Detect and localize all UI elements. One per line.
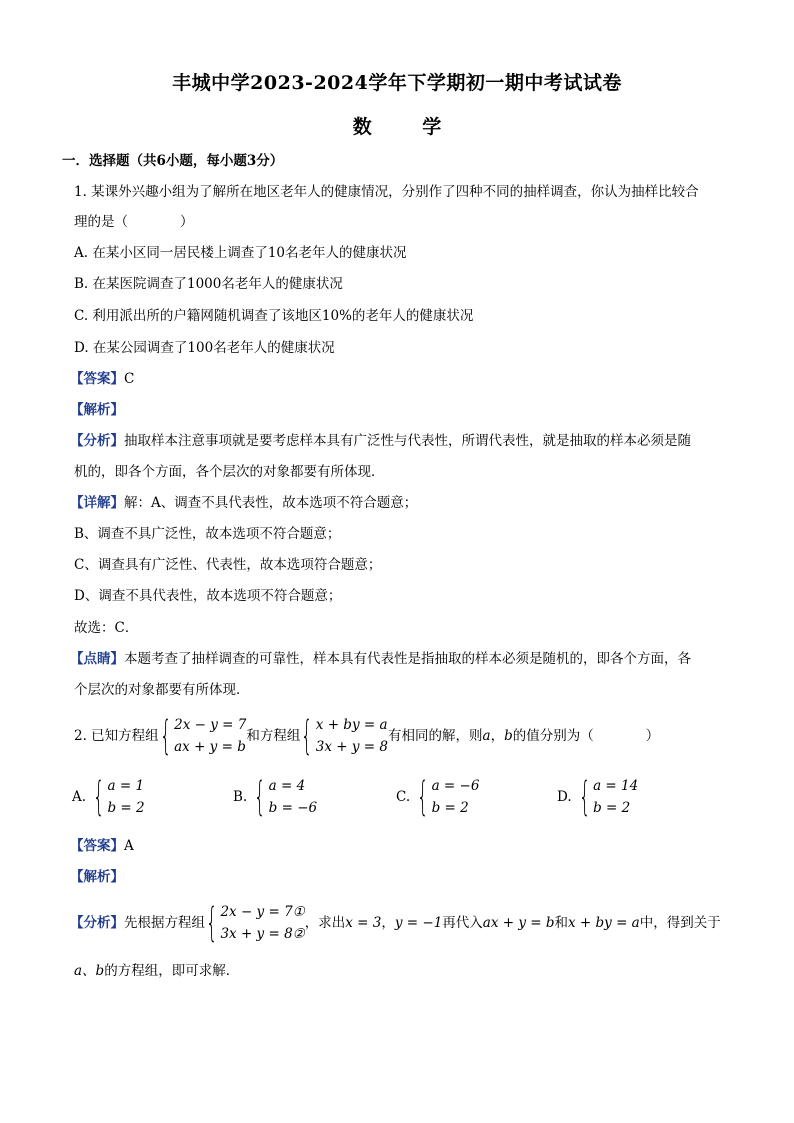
fenxi-x: x = 3 — [345, 915, 382, 931]
detail-tag: 【详解】 — [70, 495, 124, 511]
q2-suffix-c: ） — [645, 728, 660, 744]
fenxi-text-c: ， — [381, 915, 395, 931]
q2-sys2-eq1: x + by = a — [315, 717, 388, 733]
left-brace: { — [205, 900, 218, 946]
fenxi-text-e: 和 — [554, 915, 569, 931]
option-eq2: b = 2 — [593, 800, 631, 816]
q2-option-a — [72, 775, 145, 819]
q1-dianjing-line2: 个层次的对象都要有所体现． — [74, 682, 250, 698]
q1-detail-line4: D、调查不具代表性，故本选项不符合题意； — [74, 588, 342, 604]
fenxi-text-f: 中，得到关于 — [639, 915, 721, 931]
q2-prefix: 2. 已知方程组 — [74, 728, 159, 744]
q1-stem-text: 理的是（ — [74, 214, 128, 230]
q1-detail-line2: B、调查不具广泛性，故本选项不符合题意； — [74, 526, 341, 542]
fenxi-vars: a、b — [74, 963, 105, 979]
q2-option-c — [396, 775, 479, 819]
dianjing-text: 本题考查了抽样调查的可靠性，样本具有代表性是指抽取的样本必须是随机的，即各个方面，各 — [124, 651, 691, 667]
subject-title: 数 学 — [352, 116, 464, 138]
option-eq2: b = 2 — [107, 800, 145, 816]
fenxi-text-a: 先根据方程组 — [124, 915, 205, 931]
option-eq2: b = 2 — [431, 800, 469, 816]
answer-value: A — [124, 838, 134, 854]
left-brace: { — [254, 774, 266, 820]
fenxi-tag: 【分析】 — [70, 915, 124, 931]
q2-fenxi-line2 — [74, 962, 239, 980]
q2-mid: 和方程组 — [246, 728, 301, 744]
option-eq1: a = −6 — [431, 778, 480, 794]
q2-var-b: b — [504, 728, 513, 744]
q1-option-c: C. 利用派出所的户籍网随机调查了该地区10%的老年人的健康状况 — [74, 308, 474, 324]
q1-detail-line1 — [70, 494, 417, 512]
q2-system-2 — [300, 714, 388, 758]
section-heading: 一．选择题（共6小题，每小题3分） — [62, 153, 284, 169]
option-eq1: a = 1 — [107, 778, 145, 794]
q1-stem-line1: 1. 某课外兴趣小组为了解所在地区老年人的健康情况，分别作了四种不同的抽样调查，你认为抽样比较合 — [74, 184, 699, 200]
option-eq1: a = 4 — [268, 778, 306, 794]
option-label: C. — [396, 789, 411, 805]
q2-suffix-a: 有相同的解，则 — [388, 728, 483, 744]
detail-text: 解：A、调查不具代表性，故本选项不符合题意； — [124, 495, 418, 511]
fenxi-eq1: 2x − y = 7① — [220, 904, 305, 920]
fenxi-eq-b: x + by = a — [568, 915, 640, 931]
q1-detail-line3: C、调查具有广泛性、代表性，故本选项符合题意； — [74, 557, 382, 573]
fenxi-line2-text: 的方程组，即可求解． — [104, 963, 240, 979]
answer-tag: 【答案】 — [70, 371, 124, 387]
q2-sys2-eq2: 3x + y = 8 — [315, 739, 389, 755]
q1-stem-close: ） — [180, 214, 194, 230]
q1-fenxi-line2: 机的，即各个方面，各个层次的对象都要有所体现． — [74, 464, 385, 480]
fenxi-text: 抽取样本注意事项就是要考虑样本具有广泛性与代表性，所谓代表性，就是抽取的样本必须是随 — [124, 433, 691, 449]
fenxi-eq-a: ax + y = b — [482, 915, 555, 931]
option-eq1: a = 14 — [593, 778, 639, 794]
option-label: B. — [233, 789, 248, 805]
q2-fenxi-line1 — [70, 898, 721, 948]
answer-tag: 【答案】 — [70, 838, 124, 854]
q1-option-d: D. 在某公园调查了100名老年人的健康状况 — [74, 340, 335, 356]
q2-answer — [70, 837, 134, 855]
left-brace: { — [578, 774, 591, 820]
q1-stem-line2 — [74, 213, 194, 231]
q2-sys1-eq1: 2x − y = 7 — [174, 717, 247, 733]
q2-option-b — [233, 775, 317, 819]
q1-fenxi-line1 — [70, 432, 691, 450]
q2-stem — [74, 712, 659, 760]
q2-sys1-eq2: ax + y = b — [174, 739, 246, 755]
fenxi-text-b: ，求出 — [304, 915, 346, 931]
q1-option-a: A. 在某小区同一居民楼上调查了10名老年人的健康状况 — [74, 245, 407, 261]
option-label: A. — [72, 789, 87, 805]
dianjing-tag: 【点睛】 — [70, 651, 124, 667]
answer-value: C — [124, 371, 135, 387]
left-brace: { — [417, 774, 429, 820]
fenxi-system — [205, 901, 305, 945]
q1-detail-line5: 故选：C． — [74, 620, 139, 636]
q2-system-1 — [159, 714, 247, 758]
fenxi-eq2: 3x + y = 8② — [220, 926, 305, 942]
fenxi-text-d: 再代入 — [442, 915, 483, 931]
left-brace: { — [93, 774, 105, 820]
option-eq2: b = −6 — [268, 800, 318, 816]
option-label: D. — [557, 789, 572, 805]
fenxi-tag: 【分析】 — [70, 433, 124, 449]
left-brace: { — [159, 713, 172, 759]
q1-answer — [70, 370, 134, 388]
q2-option-d — [557, 775, 638, 819]
q1-analysis-tag: 【解析】 — [70, 402, 124, 418]
q1-dianjing-line1 — [70, 650, 691, 668]
q2-comma: ， — [490, 728, 505, 744]
page-title: 丰城中学2023-2024学年下学期初一期中考试试卷 — [172, 72, 622, 94]
q2-var-a: a — [482, 728, 491, 744]
q2-suffix-b: 的值分别为（ — [512, 728, 594, 744]
fenxi-y: y = −1 — [394, 915, 443, 931]
q2-analysis-tag: 【解析】 — [70, 869, 124, 885]
left-brace: { — [301, 713, 313, 759]
q1-option-b: B. 在某医院调查了1000名老年人的健康状况 — [74, 276, 343, 292]
